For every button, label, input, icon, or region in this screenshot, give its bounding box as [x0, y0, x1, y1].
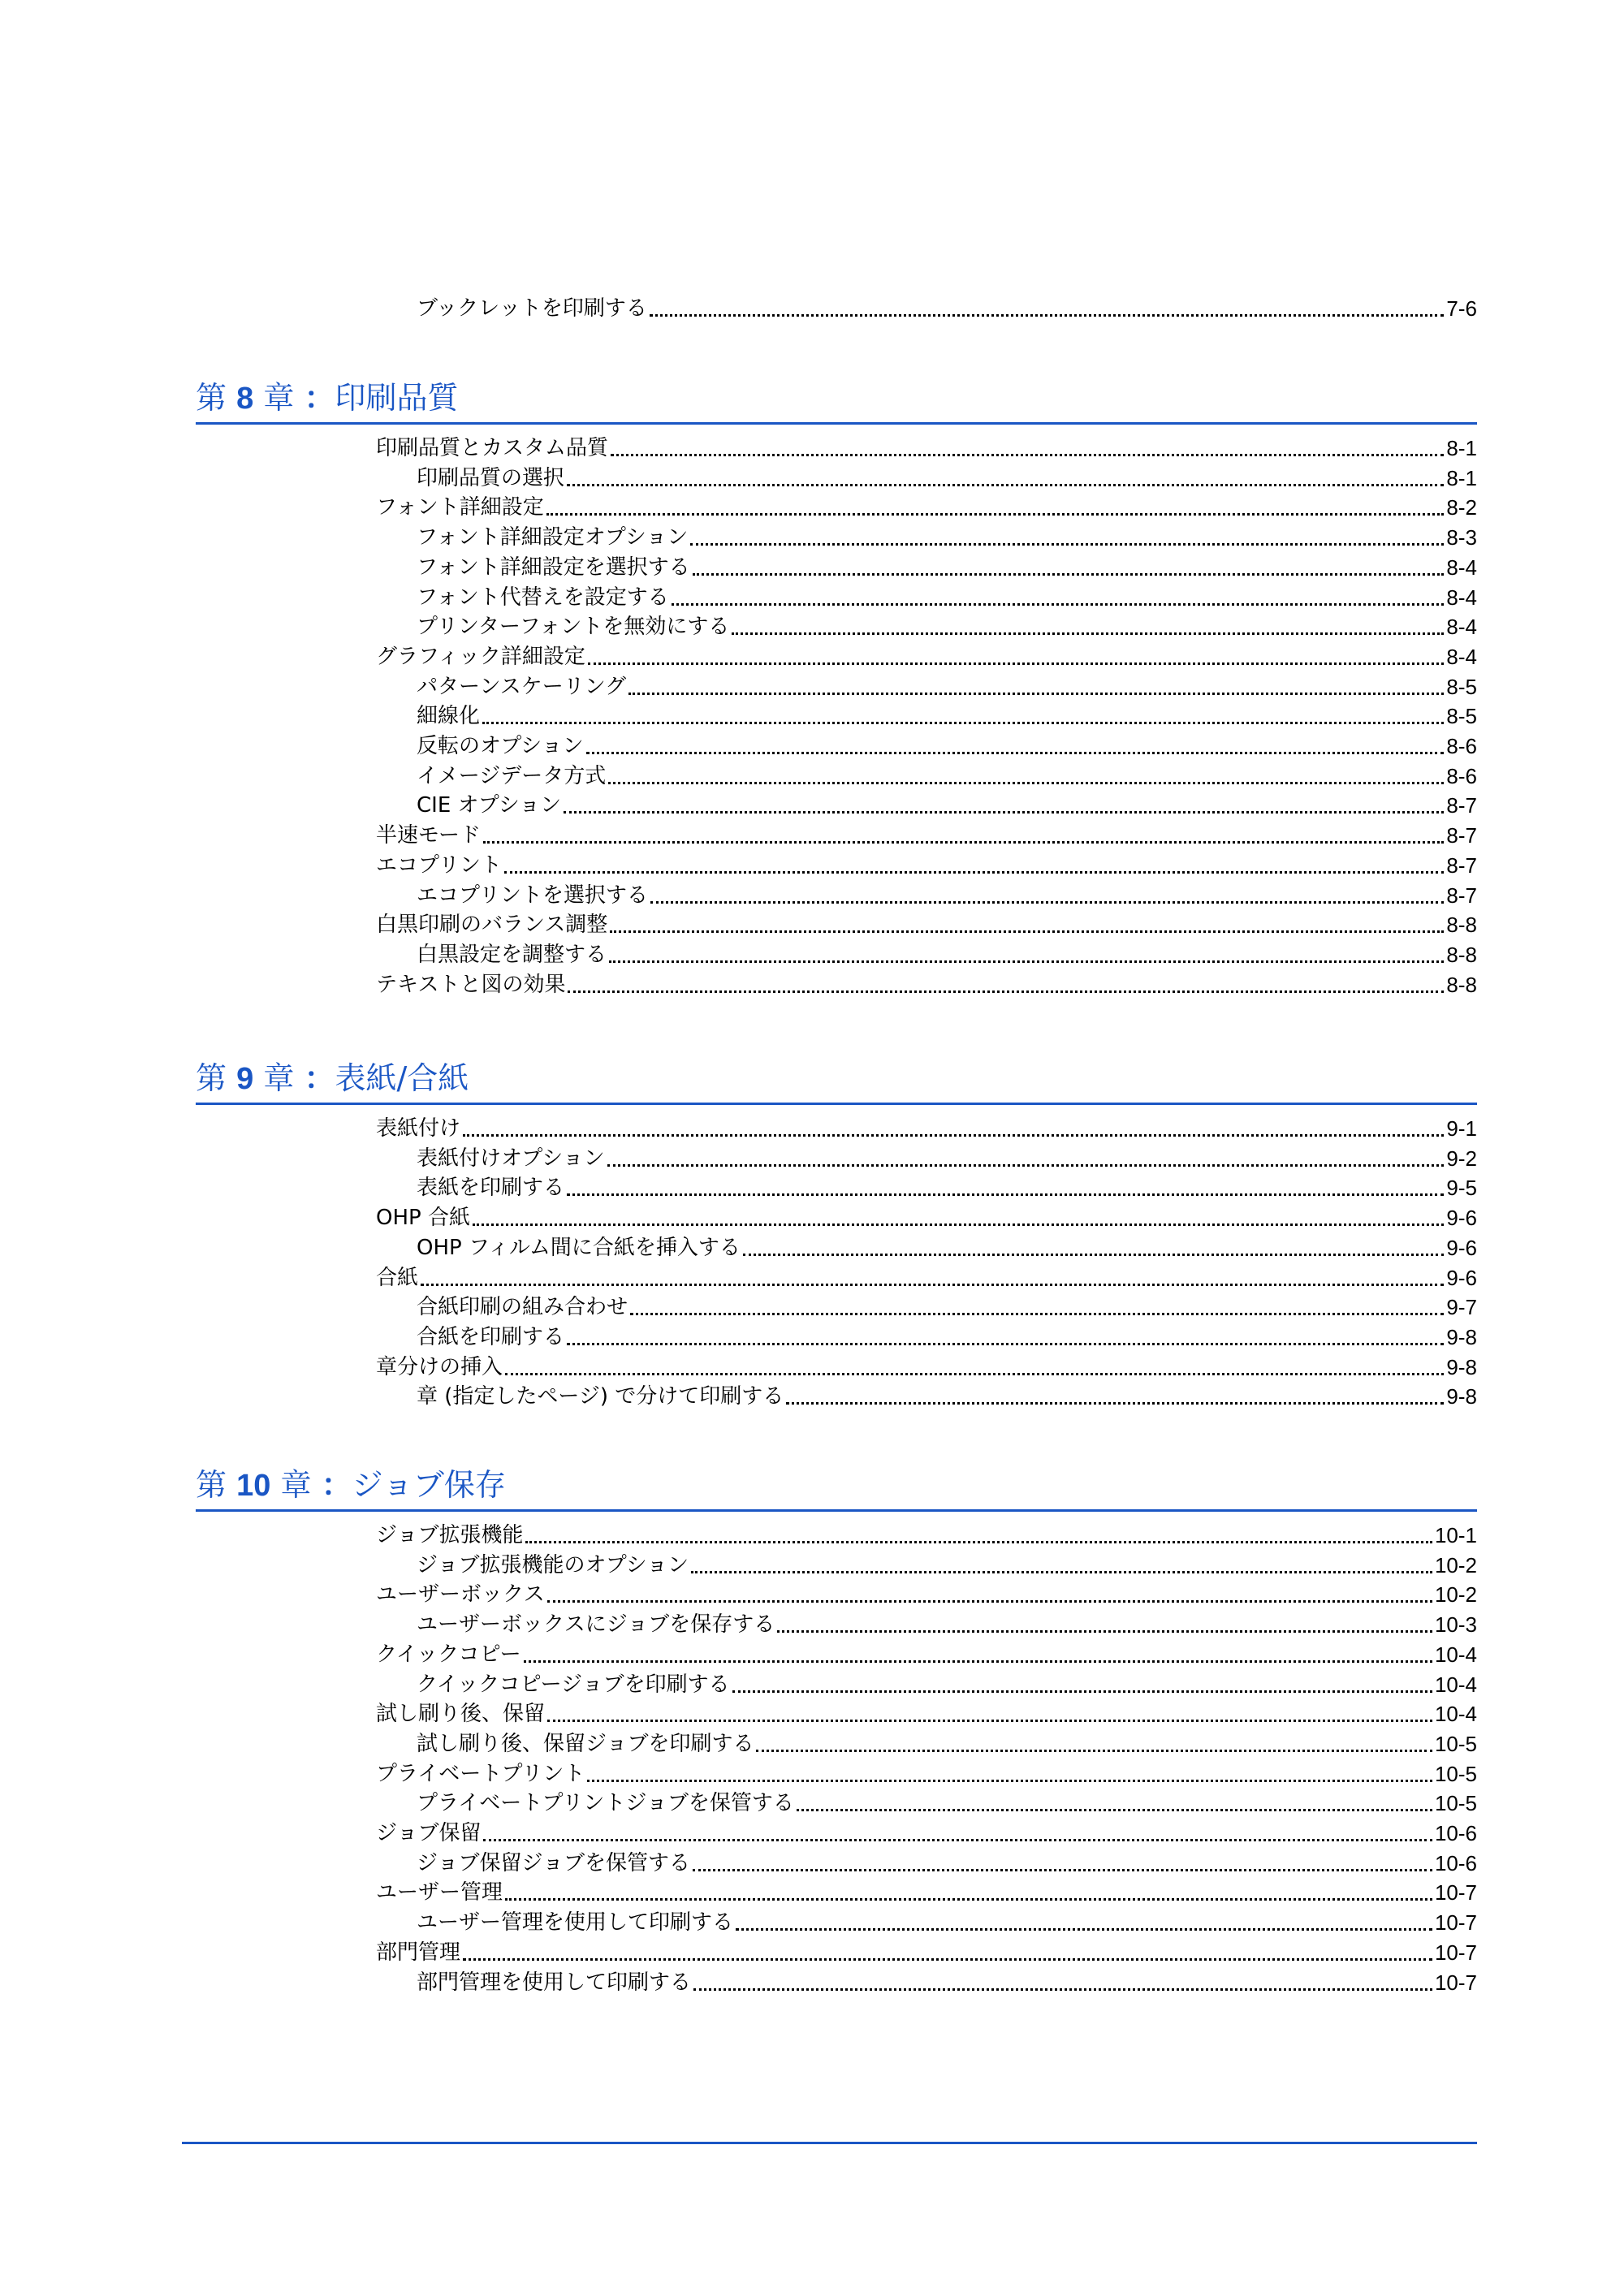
chapter-suffix: 章: [263, 380, 295, 416]
dot-leader: [587, 1780, 1432, 1782]
toc-entry-page: 8-5: [1446, 674, 1477, 699]
toc-entry[interactable]: [417, 523, 1477, 552]
toc-entry-title: 半速モード: [376, 823, 481, 848]
toc-entry-title: ユーザーボックスにジョブを保存する: [417, 1612, 775, 1638]
toc-entry-title: エコプリント: [376, 852, 502, 878]
toc-entry-page: 10-5: [1434, 1761, 1477, 1786]
dot-leader: [505, 1898, 1432, 1901]
dot-leader: [463, 1958, 1432, 1961]
toc-entry[interactable]: [417, 1789, 1477, 1818]
toc-entry-page: 10-7: [1434, 1940, 1477, 1965]
dot-leader: [524, 1660, 1432, 1663]
toc-entry[interactable]: [417, 672, 1477, 701]
toc-entry-page: 8-2: [1446, 495, 1477, 520]
toc-entry-page: 7-6: [1446, 296, 1477, 321]
dot-leader: [547, 1720, 1432, 1722]
toc-entry-page: 8-7: [1446, 852, 1477, 878]
toc-entry-title: 表紙付けオプション: [417, 1146, 605, 1171]
toc-entry[interactable]: [417, 1323, 1477, 1352]
toc-entry[interactable]: [417, 1610, 1477, 1639]
toc-entry[interactable]: [417, 1968, 1477, 1997]
toc-entry-page: 8-4: [1446, 555, 1477, 580]
toc-entry[interactable]: [417, 1382, 1477, 1411]
dot-leader: [567, 1343, 1444, 1345]
toc-entry[interactable]: [376, 821, 1477, 850]
toc-entry[interactable]: [376, 642, 1477, 671]
dot-leader: [672, 603, 1445, 606]
toc-entry-page: 8-7: [1446, 883, 1477, 908]
toc-entry-title: エコプリントを選択する: [417, 883, 648, 908]
dot-leader: [505, 1373, 1444, 1375]
toc-entry-page: 8-8: [1446, 913, 1477, 938]
toc-entry[interactable]: [417, 553, 1477, 582]
toc-entry-page: 10-2: [1434, 1582, 1477, 1608]
dot-leader: [736, 1928, 1432, 1931]
toc-entry[interactable]: [417, 791, 1477, 820]
toc-entry-title: プリンターフォントを無効にする: [417, 615, 730, 640]
chapter-number: 9: [236, 1062, 254, 1096]
dot-leader: [628, 693, 1444, 695]
chapter-separator: ：: [304, 1062, 335, 1096]
toc-entry-title: クイックコピー: [376, 1642, 521, 1667]
toc-entry-title: 試し刷り後、保留: [376, 1702, 546, 1727]
toc-entry-page: 9-7: [1446, 1295, 1477, 1320]
chapter-prefix: 第: [196, 1060, 227, 1096]
dot-leader: [483, 841, 1444, 844]
toc-entry[interactable]: [417, 1551, 1477, 1580]
toc-entry-title: 表紙を印刷する: [417, 1176, 565, 1201]
toc-entry-title: ユーザー管理を使用して印刷する: [417, 1910, 734, 1936]
toc-entry-page: 9-6: [1446, 1265, 1477, 1290]
toc-entry-title: フォント詳細設定: [376, 495, 544, 520]
dot-leader: [547, 1600, 1432, 1603]
toc-entry-title: 試し刷り後、保留ジョブを印刷する: [417, 1731, 754, 1756]
toc-entry-title: フォント代替えを設定する: [417, 585, 669, 610]
toc-entry-page: 9-5: [1446, 1176, 1477, 1201]
toc-entry[interactable]: [376, 1580, 1477, 1609]
toc-entry[interactable]: [376, 1203, 1477, 1232]
toc-entry-title: イメージデータ方式: [417, 763, 607, 788]
toc-entry[interactable]: [417, 940, 1477, 969]
chapter-number: 10: [236, 1469, 271, 1503]
dot-leader: [693, 1988, 1432, 1991]
dot-leader: [525, 1541, 1432, 1543]
dot-leader: [473, 1224, 1444, 1226]
chapter-separator: ：: [304, 382, 335, 416]
toc-entry[interactable]: [376, 1640, 1477, 1669]
chapter-heading[interactable]: [196, 1464, 1477, 1512]
chapter-suffix: 章: [280, 1467, 312, 1503]
dot-leader: [756, 1750, 1432, 1752]
toc-entry[interactable]: [417, 1849, 1477, 1878]
toc-entry-page: 8-3: [1446, 525, 1477, 550]
toc-entry[interactable]: [376, 1699, 1477, 1728]
toc-entry[interactable]: [417, 583, 1477, 612]
dot-leader: [650, 314, 1445, 317]
toc-entry-page: 8-7: [1446, 823, 1477, 848]
toc-entry[interactable]: [376, 1938, 1477, 1967]
toc-entry-title: 合紙印刷の組み合わせ: [417, 1295, 628, 1320]
toc-entry-title: ジョブ拡張機能: [376, 1523, 524, 1547]
dot-leader: [650, 901, 1444, 904]
toc-entry-page: 8-7: [1446, 793, 1477, 818]
toc-entry[interactable]: [376, 1819, 1477, 1848]
chapter-separator: ：: [321, 1469, 352, 1503]
toc-entry-page: 9-8: [1446, 1384, 1477, 1409]
toc-entry[interactable]: [376, 1263, 1477, 1293]
chapter-suffix: 章: [263, 1060, 295, 1096]
toc-entry-title: 表紙付け: [376, 1116, 461, 1141]
toc-entry-page: 9-8: [1446, 1324, 1477, 1349]
chapter-heading[interactable]: [196, 1057, 1477, 1105]
toc-entry-page: 10-3: [1434, 1612, 1477, 1638]
toc-entry-title: プライベートプリントジョブを保管する: [417, 1791, 794, 1816]
dot-leader: [463, 1134, 1444, 1137]
toc-entry-page: 10-2: [1434, 1552, 1477, 1577]
dot-leader: [482, 722, 1444, 724]
toc-entry-page: 8-6: [1446, 763, 1477, 788]
toc-entry-title: ユーザーボックス: [376, 1582, 545, 1608]
toc-entry-title: 細線化: [417, 704, 481, 729]
dot-leader: [483, 1839, 1432, 1841]
dot-leader: [693, 573, 1445, 576]
toc-entry[interactable]: [376, 1521, 1477, 1550]
toc-entry-title: フォント詳細設定を選択する: [417, 555, 690, 580]
dot-leader: [504, 871, 1444, 874]
dot-leader: [567, 1193, 1444, 1196]
dot-leader: [691, 1571, 1432, 1573]
dot-leader: [732, 1690, 1432, 1693]
toc-entry-title: CIE オプション: [417, 793, 562, 818]
toc-entry-page: 8-4: [1446, 585, 1477, 610]
toc-entry-title: ジョブ保留ジョブを保管する: [417, 1850, 690, 1875]
toc-entry-title: ジョブ拡張機能のオプション: [417, 1552, 689, 1577]
toc-entry[interactable]: [417, 1233, 1477, 1262]
toc-entry-page: 10-4: [1434, 1672, 1477, 1697]
toc-entry[interactable]: [417, 1908, 1477, 1937]
toc-entry-page: 8-4: [1446, 615, 1477, 640]
dot-leader: [693, 1869, 1432, 1871]
dot-leader: [567, 484, 1444, 486]
toc-entry[interactable]: [376, 1759, 1477, 1789]
toc-entry-title: 章 (指定したページ) で分けて印刷する: [417, 1384, 784, 1409]
toc-entry[interactable]: [417, 464, 1477, 493]
toc-entry[interactable]: [376, 851, 1477, 880]
dot-leader: [610, 930, 1444, 933]
toc-entry-title: フォント詳細設定オプション: [417, 525, 689, 550]
toc-entry-page: 9-1: [1446, 1116, 1477, 1141]
toc-entry-title: クイックコピージョブを印刷する: [417, 1672, 730, 1697]
toc-entry-page: 10-4: [1434, 1702, 1477, 1727]
toc-entry-page: 10-7: [1434, 1910, 1477, 1936]
dot-leader: [786, 1402, 1444, 1405]
toc-entry[interactable]: [376, 970, 1477, 999]
toc-entry[interactable]: [417, 701, 1477, 731]
toc-entry-title: グラフィック詳細設定: [376, 644, 585, 669]
toc-entry-title: 合紙: [376, 1265, 419, 1290]
toc-entry[interactable]: [417, 732, 1477, 761]
toc-entry-page: 8-6: [1446, 734, 1477, 758]
chapter-title: 印刷品質: [335, 380, 459, 416]
dot-leader: [421, 1284, 1444, 1286]
toc-entry-page: 8-4: [1446, 644, 1477, 669]
chapter-number: 8: [236, 382, 254, 416]
toc-entry-page: 8-8: [1446, 942, 1477, 967]
toc-entry-page: 10-5: [1434, 1791, 1477, 1816]
toc-entry-title: 合紙を印刷する: [417, 1324, 565, 1349]
toc-entry[interactable]: [417, 1729, 1477, 1759]
toc-entry[interactable]: [417, 1173, 1477, 1202]
toc-entry-page: 9-6: [1446, 1206, 1477, 1231]
toc-entry-title: 白黒設定を調整する: [417, 942, 607, 967]
toc-entry-title: 部門管理を使用して印刷する: [417, 1970, 692, 1995]
toc-entry[interactable]: [376, 1878, 1477, 1907]
toc-entry-page: 9-2: [1446, 1146, 1477, 1171]
toc-entry-page: 10-4: [1434, 1642, 1477, 1667]
dot-leader: [609, 960, 1444, 963]
dot-leader: [743, 1254, 1445, 1256]
dot-leader: [732, 632, 1444, 635]
toc-entry-title: ジョブ保留: [376, 1821, 482, 1845]
toc-entry-title: テキストと図の効果: [376, 972, 566, 997]
dot-leader: [546, 513, 1445, 516]
toc-entry[interactable]: [376, 1114, 1477, 1143]
toc-entry-title: ユーザー管理: [376, 1880, 503, 1905]
toc-entry-title: 反転のオプション: [417, 734, 584, 758]
chapter-title: 表紙/合紙: [335, 1060, 469, 1096]
toc-entry-page: 10-6: [1434, 1821, 1477, 1845]
dot-leader: [777, 1630, 1432, 1633]
chapter-title: ジョブ保存: [352, 1467, 506, 1503]
toc-entry-title: 印刷品質とカスタム品質: [376, 436, 609, 460]
toc-entry-page: 8-1: [1446, 436, 1477, 460]
dot-leader: [586, 752, 1445, 754]
toc-entry-title: 白黒印刷のバランス調整: [376, 913, 608, 938]
toc-entry[interactable]: [376, 434, 1477, 463]
dot-leader: [611, 454, 1444, 456]
toc-entry[interactable]: [417, 1293, 1477, 1322]
toc-entry-page: 8-8: [1446, 972, 1477, 997]
toc-entry[interactable]: [417, 881, 1477, 910]
chapter-prefix: 第: [196, 1467, 227, 1503]
toc-entry-title: ブックレットを印刷する: [417, 296, 647, 321]
chapter-prefix: 第: [196, 380, 227, 416]
toc-entry-title: 部門管理: [376, 1940, 461, 1965]
toc-entry-title: プライベートプリント: [376, 1761, 585, 1786]
dot-leader: [568, 990, 1444, 993]
toc-entry-page: 9-6: [1446, 1235, 1477, 1260]
toc-entry[interactable]: [376, 493, 1477, 522]
toc-entry-page: 10-1: [1434, 1523, 1477, 1547]
footer-rule: [182, 2142, 1477, 2144]
toc-entry[interactable]: [417, 1144, 1477, 1173]
toc-entry-page: 8-1: [1446, 465, 1477, 490]
toc-entry-page: 10-7: [1434, 1970, 1477, 1995]
chapter-heading[interactable]: [196, 377, 1477, 425]
toc-entry-title: OHP 合紙: [376, 1206, 470, 1231]
toc-entry-page: 10-6: [1434, 1850, 1477, 1875]
dot-leader: [588, 662, 1445, 665]
toc-entry-page: 10-7: [1434, 1880, 1477, 1905]
dot-leader: [630, 1313, 1444, 1315]
toc-entry-title: 章分けの挿入: [376, 1354, 503, 1379]
toc-entry-page: 9-8: [1446, 1354, 1477, 1379]
toc-entry-title: パターンスケーリング: [417, 674, 627, 699]
toc-entry[interactable]: [376, 910, 1477, 939]
toc-entry[interactable]: [417, 612, 1477, 641]
dot-leader: [797, 1809, 1432, 1811]
toc-entry[interactable]: [376, 1353, 1477, 1382]
toc-entry[interactable]: [417, 1670, 1477, 1699]
toc-entry-title: 印刷品質の選択: [417, 465, 565, 490]
toc-entry-page: 10-5: [1434, 1731, 1477, 1756]
toc-entry[interactable]: [417, 294, 1477, 323]
dot-leader: [690, 543, 1444, 546]
dot-leader: [607, 1164, 1445, 1167]
toc-entry-page: 8-5: [1446, 704, 1477, 729]
toc-entry[interactable]: [417, 762, 1477, 791]
dot-leader: [564, 811, 1444, 814]
toc-entry-title: OHP フィルム間に合紙を挿入する: [417, 1235, 741, 1260]
dot-leader: [608, 782, 1444, 784]
